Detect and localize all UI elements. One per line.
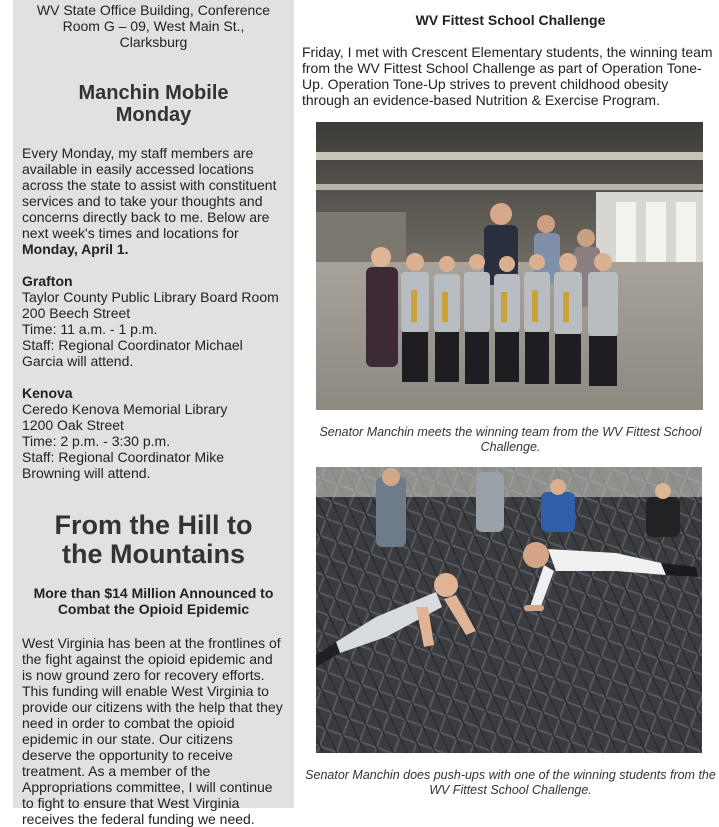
location-place: Taylor County Public Library Board Room <box>22 289 279 305</box>
heading-line: Monday <box>115 104 192 126</box>
address-line: Clarksburg <box>119 34 188 50</box>
location-time: Time: 11 a.m. - 1 p.m. <box>22 321 158 337</box>
location-staff: Staff: Regional Coordinator Michael Garcia will attend. <box>22 337 243 369</box>
location-name: Kenova <box>22 385 73 401</box>
location-name: Grafton <box>22 273 73 289</box>
location-staff: Staff: Regional Coordinator Mike Browning will attend. <box>22 449 225 481</box>
article-body: Friday, I met with Crescent Elementary students, the winning team from the WV Fittest School Challenge as part of Operation Tone-Up. Operation Tone-Up strives to prevent childhood obesity through an evidence-based Nutrition & Exercise Program. <box>302 44 713 108</box>
opioid-subheading: More than $14 Million Announced to Combat the Opioid Epidemic <box>33 585 274 617</box>
mobile-monday-intro <box>22 145 285 257</box>
team-photo <box>316 122 703 410</box>
location-street: 200 Beech Street <box>22 305 131 321</box>
intro-text: Every Monday, my staff members are available in easily accessed locations across the state to assist with constituent services and to take your thoughts and concerns directly back to me. Below are next week's times and locations for <box>22 145 277 241</box>
location-grafton <box>22 273 285 369</box>
location-place: Ceredo Kenova Memorial Library <box>22 401 228 417</box>
heading-line: From the Hill to <box>54 510 253 540</box>
main-column <box>302 0 719 808</box>
office-address <box>22 2 285 50</box>
sidebar <box>13 0 294 827</box>
team-photo-caption: Senator Manchin meets the winning team from the WV Fittest School Challenge. <box>319 425 702 454</box>
team-photo-illustration <box>316 122 703 410</box>
intro-date: Monday, April 1. <box>22 241 129 257</box>
location-time: Time: 2 p.m. - 3:30 p.m. <box>22 433 171 449</box>
pushup-photo <box>316 467 702 753</box>
article-title: WV Fittest School Challenge <box>415 12 606 28</box>
address-line: WV State Office Building, Conference <box>36 2 271 18</box>
opioid-body: West Virginia has been at the frontlines of the fight against the opioid epidemic and is now ground zero for recovery efforts. This funding will enable West Virginia to provide our citizens with the help that they need in order to combat the opioid epidemic in our state. Our citizens deserve the opportunity to receive treatment. As a member of the Appropriations committee, I will continue to fight to ensure that West Virginia receives the federal funding we need. <box>22 635 283 827</box>
pushup-photo-illustration <box>316 467 702 753</box>
mobile-monday-heading <box>32 82 275 126</box>
location-street: 1200 Oak Street <box>22 417 124 433</box>
heading-line: the Mountains <box>62 539 245 569</box>
address-line: Room G – 09, West Main St., <box>62 18 245 34</box>
hill-to-mountains-heading <box>26 511 281 569</box>
pushup-photo-caption: Senator Manchin does push-ups with one of the winning students from the WV Fittest School Challenge. <box>305 768 716 797</box>
heading-line: Manchin Mobile <box>78 82 229 104</box>
location-kenova <box>22 385 285 481</box>
